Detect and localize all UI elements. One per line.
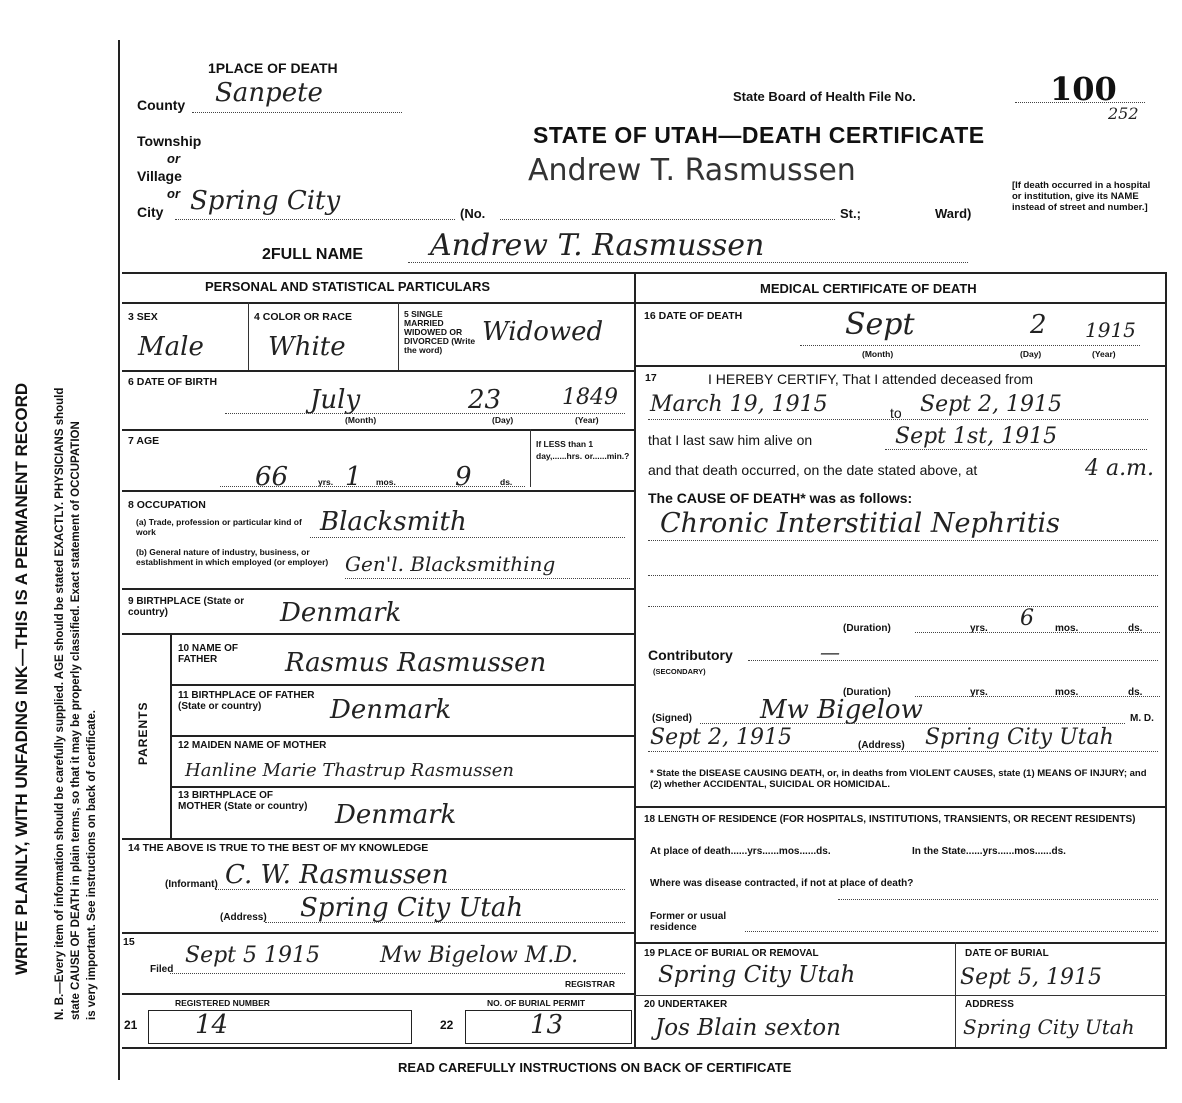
residence-at-place-label: At place of death......yrs......mos......ds.: [650, 846, 831, 857]
file-number: 100: [1050, 70, 1117, 108]
file-number-label: State Board of Health File No.: [733, 89, 916, 104]
undertaker-label: 20 UNDERTAKER: [644, 999, 728, 1010]
disease-contracted-label: Where was disease contracted, if not at place of death?: [650, 878, 914, 889]
month-label: (Month): [345, 415, 377, 425]
md-label: M. D.: [1130, 713, 1154, 724]
day-label: (Day): [492, 415, 514, 425]
death-year: 1915: [1085, 318, 1136, 342]
burial-place-label: 19 PLACE OF BURIAL OR REMOVAL: [644, 948, 819, 959]
signed-date: Sept 2, 1915: [650, 725, 792, 750]
date-of-birth-label: 6 DATE OF BIRTH: [128, 376, 218, 388]
registered-number-index: 21: [124, 1018, 138, 1032]
mother-birthplace-label: 13 BIRTHPLACE OF MOTHER (State or country): [178, 790, 308, 812]
mother-name-label: 12 MAIDEN NAME OF MOTHER: [178, 740, 327, 751]
informant-address-value: Spring City Utah: [300, 893, 524, 923]
undertaker-value: Jos Blain sexton: [655, 1015, 841, 1041]
age-days: 9: [455, 462, 472, 492]
death-month: Sept: [845, 307, 915, 342]
county-label: County: [137, 97, 186, 113]
duration-months: 6: [1020, 606, 1034, 631]
personal-particulars-heading: PERSONAL AND STATISTICAL PARTICULARS: [205, 279, 491, 294]
dod-day-label: (Day): [1020, 349, 1042, 359]
former-residence-label: Former or usual residence: [650, 911, 727, 933]
full-name-label: 2FULL NAME: [262, 246, 364, 263]
death-time: 4 a.m.: [1085, 456, 1154, 481]
yrs-label: yrs.: [318, 477, 334, 487]
place-of-death-label: 1PLACE OF DEATH: [208, 60, 338, 76]
contributory-mos-label: mos.: [1055, 687, 1079, 698]
birthplace-value: Denmark: [280, 598, 402, 628]
burial-date-value: Sept 5, 1915: [960, 965, 1102, 990]
or-label: or: [167, 151, 180, 166]
full-name-value: Andrew T. Rasmussen: [430, 228, 765, 263]
occupation-label: 8 OCCUPATION: [128, 499, 206, 511]
instruction-note-line3: is very important. See instructions on back of certificate.: [86, 710, 98, 1020]
burial-permit-value: 13: [530, 1010, 564, 1040]
true-statement-label: 14 THE ABOVE IS TRUE TO THE BEST OF MY KNOWLEDGE: [128, 842, 429, 854]
medical-certificate-heading: MEDICAL CERTIFICATE OF DEATH: [760, 281, 977, 296]
signed-address: Spring City Utah: [925, 725, 1114, 750]
undertaker-address-value: Spring City Utah: [963, 1015, 1135, 1039]
duration-yrs-label: yrs.: [970, 623, 988, 634]
father-name-value: Rasmus Rasmussen: [285, 648, 547, 678]
contributory-ds-label: ds.: [1128, 687, 1143, 698]
burial-permit-index: 22: [440, 1018, 454, 1032]
city-value: Spring City: [190, 186, 341, 216]
contributory-label: Contributory: [648, 647, 733, 663]
dod-month-label: (Month): [862, 349, 894, 359]
parents-label: PARENTS: [136, 701, 150, 765]
city-label: City: [137, 204, 164, 220]
father-birthplace-value: Denmark: [330, 695, 452, 725]
footer-instructions: READ CAREFULLY INSTRUCTIONS ON BACK OF CERTIFICATE: [398, 1060, 792, 1075]
death-day: 2: [1030, 310, 1047, 340]
contributory-yrs-label: yrs.: [970, 687, 988, 698]
street-number-label: (No.: [460, 206, 486, 221]
duration-mos-label: mos.: [1055, 623, 1079, 634]
informant-address-label: (Address): [220, 912, 267, 923]
cause-footnote: * State the DISEASE CAUSING DEATH, or, in deaths from VIOLENT CAUSES, state (1) MEANS OF INJURY; and (2) whether ACCIDENTAL, SUICIDAL OR HOMICIDAL.: [650, 768, 1147, 790]
duration-ds-label: ds.: [1128, 623, 1143, 634]
instruction-note-line2: state CAUSE OF DEATH in plain terms, so that it may be properly classified. Exact statement of OCCUPATION: [70, 421, 82, 1020]
filed-label: Filed: [150, 964, 174, 975]
registrar-label: REGISTRAR: [565, 979, 616, 989]
sex-value: Male: [138, 332, 204, 362]
occupation-a-label: (a) Trade, profession or particular kind of work: [136, 517, 302, 537]
mother-birthplace-value: Denmark: [335, 800, 457, 830]
color-race-value: White: [268, 332, 346, 362]
contributory-duration-label: (Duration): [843, 687, 891, 698]
duration-label: (Duration): [843, 623, 891, 634]
occupation-b-label: (b) General nature of industry, business, or establishment in which employed (or employer): [136, 547, 329, 567]
birth-day: 23: [468, 385, 502, 415]
registered-number-label: REGISTERED NUMBER: [175, 998, 270, 1008]
year-label: (Year): [575, 415, 599, 425]
ward-label: Ward): [935, 206, 972, 221]
certificate-title: STATE OF UTAH—DEATH CERTIFICATE: [533, 122, 985, 148]
form-bottom-rule: [122, 1047, 1167, 1049]
mother-name-value: Hanline Marie Thastrup Rasmussen: [185, 760, 514, 781]
dod-year-label: (Year): [1092, 349, 1116, 359]
filed-index: 15: [123, 936, 135, 948]
hospital-note: [If death occurred in a hospital or institution, give its NAME instead of street and number.]: [1012, 180, 1151, 213]
to-label: to: [890, 405, 902, 421]
registrar-signature: Mw Bigelow M.D.: [380, 943, 579, 968]
date-of-death-label: 16 DATE OF DEATH: [644, 310, 743, 322]
cause-of-death-value: Chronic Interstitial Nephritis: [660, 508, 1061, 539]
cause-of-death-label: The CAUSE OF DEATH* was as follows:: [648, 490, 913, 506]
age-months: 1: [345, 462, 362, 492]
burial-date-label: DATE OF BURIAL: [965, 948, 1049, 959]
age-label: 7 AGE: [128, 435, 160, 447]
father-birthplace-label: 11 BIRTHPLACE OF FATHER (State or country): [178, 690, 315, 712]
typed-deceased-name: Andrew T. Rasmussen: [528, 153, 856, 188]
right-border: [1165, 272, 1167, 1047]
form-top-rule: [122, 272, 1167, 274]
informant-value: C. W. Rasmussen: [225, 860, 449, 890]
marital-status-value: Widowed: [482, 317, 604, 347]
or-label-2: or: [167, 186, 180, 201]
physician-signature: Mw Bigelow: [760, 695, 923, 725]
length-of-residence-label: 18 LENGTH OF RESIDENCE (FOR HOSPITALS, INSTITUTIONS, TRANSIENTS, OR RECENT RESIDENTS): [644, 814, 1136, 825]
registered-number-box: [148, 1010, 412, 1044]
occupation-industry: Gen'l. Blacksmithing: [345, 552, 556, 576]
last-saw-statement: that I last saw him alive on: [648, 432, 813, 448]
signed-address-label: (Address): [858, 740, 905, 751]
signed-label: (Signed): [652, 713, 692, 724]
age-years: 66: [255, 462, 289, 492]
secondary-label: (SECONDARY): [653, 667, 706, 676]
street-label: St.;: [840, 206, 861, 221]
undertaker-address-label: ADDRESS: [965, 999, 1014, 1010]
mos-label: mos.: [376, 477, 396, 487]
death-occurred-statement: and that death occurred, on the date stated above, at: [648, 462, 978, 478]
county-value: Sanpete: [215, 78, 323, 108]
margin-rule: [118, 40, 120, 1080]
sex-label: 3 SEX: [128, 311, 158, 323]
color-race-label: 4 COLOR OR RACE: [254, 311, 353, 323]
file-sub-number: 252: [1108, 104, 1139, 123]
father-name-label: 10 NAME OF FATHER: [178, 643, 239, 665]
village-label: Village: [137, 168, 182, 184]
informant-label: (Informant): [165, 879, 218, 890]
occupation-trade: Blacksmith: [320, 507, 467, 537]
last-saw-date: Sept 1st, 1915: [895, 424, 1058, 449]
filed-date: Sept 5 1915: [185, 943, 320, 968]
contributory-value: —: [820, 640, 840, 664]
permanent-record-warning: WRITE PLAINLY, WITH UNFADING INK—THIS IS A PERMANENT RECORD: [12, 382, 31, 975]
birth-month: July: [310, 385, 361, 415]
birthplace-label: 9 BIRTHPLACE (State or country): [128, 596, 245, 618]
township-label: Township: [137, 133, 202, 149]
attended-to: Sept 2, 1915: [920, 392, 1062, 417]
registered-number-value: 14: [195, 1010, 229, 1040]
certify-statement: I HEREBY CERTIFY, That I attended deceased from: [708, 371, 1034, 387]
residence-in-state-label: In the State......yrs......mos......ds.: [912, 846, 1066, 857]
attended-from: March 19, 1915: [650, 392, 828, 417]
burial-permit-label: NO. OF BURIAL PERMIT: [487, 998, 586, 1008]
certify-index: 17: [645, 372, 657, 384]
center-divider: [634, 272, 636, 1047]
burial-place-value: Spring City Utah: [658, 962, 856, 988]
marital-status-label: 5 SINGLE MARRIED WIDOWED OR DIVORCED (Write the word): [404, 309, 476, 355]
birth-year: 1849: [562, 385, 618, 410]
instruction-note-line1: N. B.—Every item of information should be carefully supplied. AGE should be stated EXACTLY. PHYSICIANS should: [54, 387, 66, 1020]
ds-label: ds.: [500, 477, 513, 487]
less-than-day-label: If LESS than 1 day,......hrs. or......min.?: [536, 439, 630, 461]
